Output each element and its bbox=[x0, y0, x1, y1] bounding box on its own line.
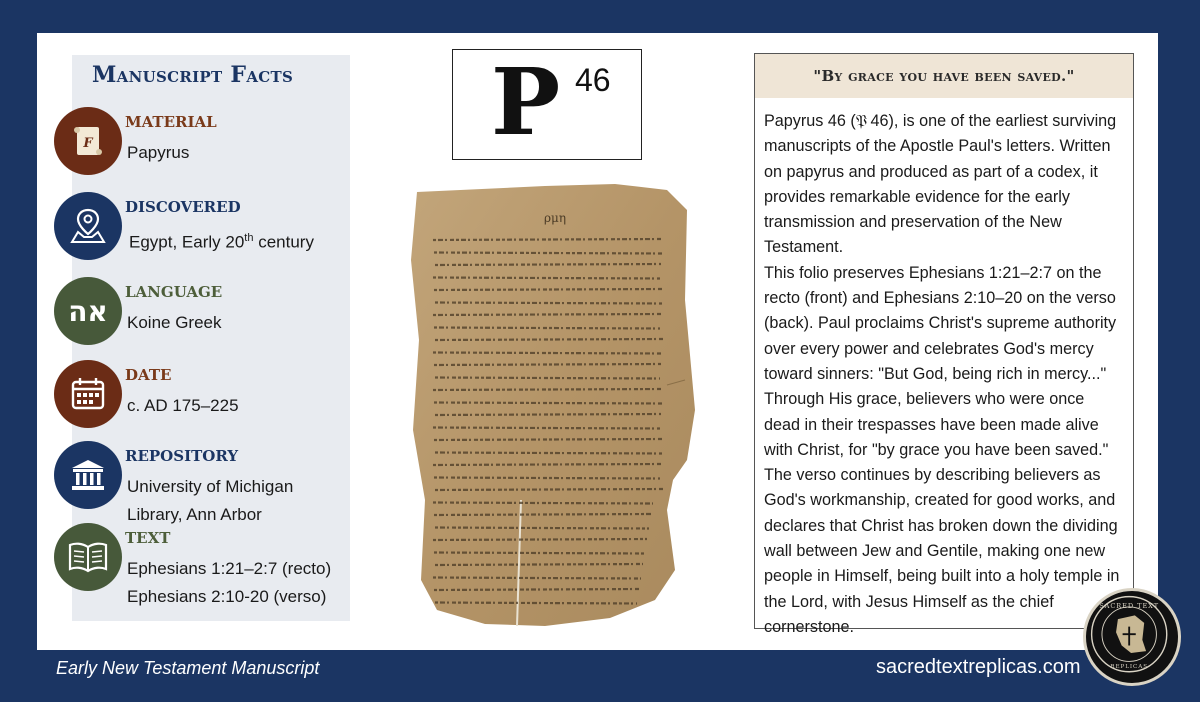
fact-label: REPOSITORY bbox=[125, 447, 239, 465]
sacred-text-replicas-logo bbox=[1083, 588, 1181, 686]
fact-label: LANGUAGE bbox=[125, 283, 223, 301]
calendar-icon bbox=[54, 360, 122, 428]
quote-text: "By grace you have been saved." bbox=[813, 67, 1075, 85]
svg-text:F: F bbox=[83, 136, 93, 151]
svg-text:REPLICAS: REPLICAS bbox=[1110, 663, 1149, 670]
papyrus-image bbox=[405, 180, 705, 630]
manuscript-number: 46 bbox=[575, 62, 611, 98]
quote-banner bbox=[754, 53, 1134, 99]
footer-caption: Early New Testament Manuscript bbox=[56, 658, 320, 678]
fact-label: DATE bbox=[125, 366, 172, 384]
description-panel bbox=[754, 98, 1134, 636]
open-book-icon bbox=[54, 523, 122, 591]
map-pin-icon bbox=[54, 192, 122, 260]
fact-value: University of Michigan Library, Ann Arbor bbox=[127, 477, 294, 524]
fact-label: MATERIAL bbox=[125, 113, 217, 131]
facts-title: Manuscript Facts bbox=[92, 62, 294, 88]
fact-value: Papyrus bbox=[127, 143, 190, 162]
description-paragraph: The verso continues by describing believers as God's workmanship, created for good works, and declares that Christ has broken down the dividing wall between Jew and Gentile, making one new people in Himself, being built into a holy temple in the Lord, with Jesus Himself as the chief cornerstone. bbox=[764, 466, 1120, 636]
scroll-icon bbox=[54, 107, 122, 175]
fact-value: c. AD 175–225 bbox=[127, 396, 239, 415]
svg-text:SACRED TEXT: SACRED TEXT bbox=[1099, 601, 1160, 610]
fact-label: TEXT bbox=[125, 529, 171, 547]
description-paragraph: This folio preserves Ephesians 1:21–2:7 on the recto (front) and Ephesians 2:10–20 on the verso (back). Paul proclaims Christ's supreme authority over every power and celebrates God's mercy toward sinners: "But God, being rich in mercy..." Through His grace, believers who were once dead in their trespasses have been made alive with Christ, for "by grace you have been saved." bbox=[764, 263, 1117, 459]
hebrew-letters-icon: אה bbox=[54, 277, 122, 345]
library-building-icon bbox=[54, 441, 122, 509]
papyrus-text-line bbox=[434, 553, 645, 554]
papyrus-symbol: P bbox=[491, 48, 561, 156]
fact-value: Egypt, Early 20th century bbox=[129, 232, 314, 252]
fact-value: Ephesians 1:21–2:7 (recto) Ephesians 2:10-20 (verso) bbox=[127, 559, 332, 606]
fact-value: Koine Greek bbox=[127, 313, 222, 332]
fact-label: DISCOVERED bbox=[125, 198, 241, 216]
website-link[interactable]: sacredtextreplicas.com bbox=[876, 656, 1081, 678]
manuscript-title-box bbox=[452, 49, 642, 160]
svg-text:ρμη: ρμη bbox=[543, 211, 567, 225]
description-paragraph: Papyrus 46 (𝔓 46), is one of the earliest surviving manuscripts of the Apostle Paul's letters. Written on papyrus and produced as part of a codex, it provides remarkable evidence for the early transmission and preservation of the New Testament. bbox=[764, 112, 1117, 257]
